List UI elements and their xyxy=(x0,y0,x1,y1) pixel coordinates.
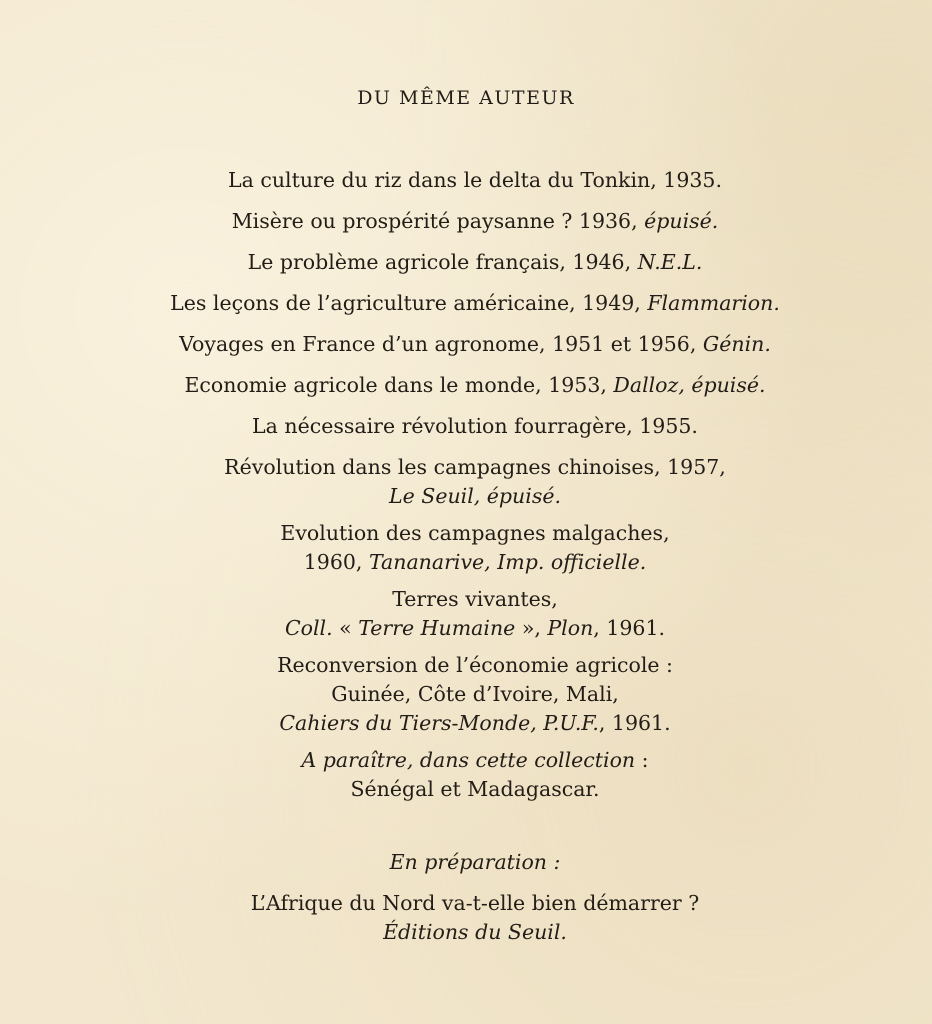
text-segment: Economie agricole dans le monde, 1953, xyxy=(184,373,614,397)
text-segment: « xyxy=(332,616,359,640)
text-segment: , 1961. xyxy=(598,711,671,735)
bibliography-entry xyxy=(0,453,932,511)
text-segment: Terre Humaine xyxy=(358,616,516,640)
text-segment: Révolution dans les campagnes chinoises, 1957, xyxy=(224,455,726,479)
bibliography-entry xyxy=(0,242,932,283)
text-segment: Éditions du Seuil. xyxy=(383,920,567,944)
text-segment: Misère ou prospérité paysanne ? 1936, xyxy=(231,209,645,233)
entry-line xyxy=(0,482,932,511)
bibliography-entry xyxy=(0,651,932,738)
text-segment: Tananarive, Imp. officielle. xyxy=(368,550,647,574)
text-segment: Evolution des campagnes malgaches, xyxy=(280,521,670,545)
entry-line xyxy=(0,519,932,548)
page-heading: DU MÊME AUTEUR xyxy=(357,87,575,109)
text-segment: Dalloz, épuisé. xyxy=(613,373,766,397)
text-segment: Terres vivantes, xyxy=(392,587,558,611)
text-segment: 1960, xyxy=(303,550,369,574)
text-segment: La culture du riz dans le delta du Tonkin, 1935. xyxy=(228,168,722,192)
entry-line xyxy=(0,709,932,738)
text-segment: Cahiers du Tiers-Monde, P.U.F. xyxy=(279,711,599,735)
entry-line xyxy=(0,406,932,447)
text-segment: L’Afrique du Nord va-t-elle bien démarrer ? xyxy=(250,891,700,915)
text-segment: La nécessaire révolution fourragère, 1955. xyxy=(252,414,698,438)
text-segment: Sénégal et Madagascar. xyxy=(350,777,600,801)
text-segment: Reconversion de l’économie agricole : xyxy=(277,653,673,677)
entry-line xyxy=(0,614,932,643)
entry-line xyxy=(0,651,932,680)
bibliography-entry xyxy=(0,283,932,324)
entry-line xyxy=(0,889,932,918)
entry-line xyxy=(0,324,932,365)
entry-line xyxy=(0,242,932,283)
text-segment: Guinée, Côte d’Ivoire, Mali, xyxy=(331,682,619,706)
bibliography-entry xyxy=(0,365,932,406)
text-segment: , 1961. xyxy=(593,616,666,640)
bibliography-entry xyxy=(0,160,932,201)
text-segment: N.E.L. xyxy=(637,250,703,274)
text-segment: épuisé. xyxy=(644,209,719,233)
bibliography-entry xyxy=(0,201,932,242)
entry-line xyxy=(0,680,932,709)
entry-line xyxy=(0,775,932,804)
text-segment: », xyxy=(515,616,548,640)
bibliography-entry xyxy=(0,406,932,447)
in-preparation-entry xyxy=(0,889,932,947)
entry-line xyxy=(0,548,932,577)
text-segment: Les leçons de l’agriculture américaine, 1949, xyxy=(170,291,648,315)
entry-line xyxy=(0,918,932,947)
text-segment: Flammarion. xyxy=(647,291,780,315)
entry-line xyxy=(0,160,932,201)
bibliography-entry xyxy=(0,519,932,577)
text-segment: Génin. xyxy=(702,332,771,356)
text-segment: : xyxy=(635,748,649,772)
entry-line xyxy=(0,365,932,406)
entry-line xyxy=(0,283,932,324)
text-segment: Voyages en France d’un agronome, 1951 et 1956, xyxy=(179,332,703,356)
text-segment: Plon xyxy=(547,616,594,640)
entry-line xyxy=(0,453,932,482)
text-segment: A paraître, dans cette collection xyxy=(301,748,636,772)
text-segment: Coll. xyxy=(284,616,333,640)
entry-line xyxy=(0,201,932,242)
entry-line xyxy=(0,746,932,775)
bibliography-entry xyxy=(0,324,932,365)
bibliography-entry xyxy=(0,746,932,804)
works-list xyxy=(0,160,932,955)
text-segment: Le problème agricole français, 1946, xyxy=(247,250,638,274)
in-preparation-label: En préparation : xyxy=(389,850,561,874)
bibliography-entry xyxy=(0,585,932,643)
entry-line xyxy=(0,585,932,614)
text-segment: Le Seuil, épuisé. xyxy=(389,484,561,508)
